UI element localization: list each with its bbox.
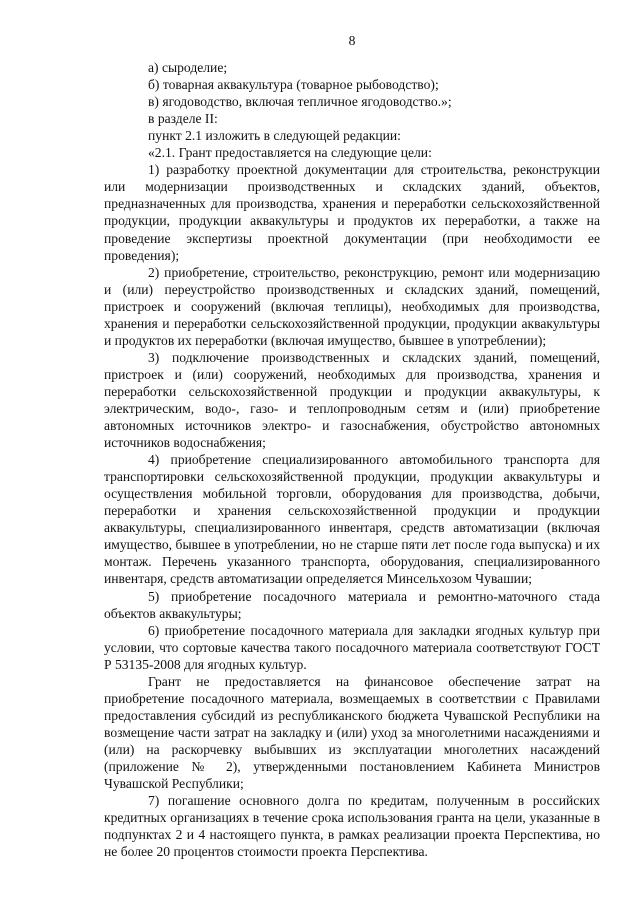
paragraph-section-ref: в разделе II: [148, 111, 218, 127]
paragraph-item-5: 5) приобретение посадочного материала и ремонтно-маточного стада объектов аквакультуры; [104, 588, 600, 621]
paragraph-item-4: 4) приобретение специализированного автомобильного транспорта для транспортировки сельскохозяйственной продукции, продукции аквакультуры и осуществления мобильной торговли, оборудования для производства, добычи, переработки и хранения сельскохозяйственной продукции и продукции аквакультуры, специализированного инвентаря, средств автоматизации (включая имущество, бывшее в употреблении, но не старше пяти лет после года выпуска) и их монтаж. Перечень указанного транспорта, оборудования, специализированного инвентаря, средств автоматизации определяется Минсельхозом Чувашии; [104, 452, 600, 587]
paragraph-list-item-b: б) товарная аквакультура (товарное рыбоводство); [148, 77, 439, 93]
paragraph-amendment-intro: пункт 2.1 изложить в следующей редакции: [148, 128, 401, 144]
paragraph-item-6: 6) приобретение посадочного материала для закладки ягодных культур при условии, что сортовые качества такого посадочного материала соответствуют ГОСТ Р 53135-2008 для ягодных культур. [104, 622, 600, 672]
paragraph-item-3: 3) подключение производственных и складских зданий, помещений, пристроек и (или) сооружений, необходимых для производства, хранения и переработки сельскохозяйственной продукции и продукции аквакультуры, к электрическим, водо-, газо- и теплопроводным сетям и (или) приобретение автономных источников электро- и газоснабжения, обустройство автономных источников водоснабжения; [104, 349, 600, 451]
paragraph-item-1: 1) разработку проектной документации для строительства, реконструкции или модернизации производственных и складских зданий, объектов, предназначенных для производства, хранения и переработки сельскохозяйственной продукции, продукции аквакультуры и продуктов их переработки, а также на проведение экспертизы проектной документации (при необходимости ее проведения); [104, 162, 600, 263]
paragraph-item-7: 7) погашение основного долга по кредитам, полученным в российских кредитных организациях в течение срока использования гранта на цели, указанные в подпунктах 2 и 4 настоящего пункта, в рамках реализации проекта Перспектива, но не более 20 процентов стоимости проекта Перспектива. [104, 793, 600, 860]
document-page [104, 32, 600, 860]
paragraph-grant-exclusion: Грант не предоставляется на финансовое обеспечение затрат на приобретение посадочного материала, возмещаемых в соответствии с Правилами предоставления субсидий из республиканского бюджета Чувашской Республики на возмещение части затрат на закладку и (или) уход за многолетними насаждениями и (или) на раскорчевку выбывших из эксплуатации многолетних насаждений (приложение № 2), утвержденными постановлением Кабинета Министров Чувашской Республики; [104, 673, 600, 792]
paragraph-list-item-a: а) сыроделие; [148, 60, 228, 76]
page-number: 8 [348, 33, 356, 48]
paragraph-list-item-v: в) ягодоводство, включая тепличное ягодоводство.»; [148, 94, 452, 110]
paragraph-clause-2-1: «2.1. Грант предоставляется на следующие цели: [148, 145, 432, 161]
paragraph-item-2: 2) приобретение, строительство, реконструкцию, ремонт или модернизацию и (или) переустройство производственных и складских зданий, помещений, пристроек и сооружений (включая теплицы), необходимых для производства, хранения и переработки сельскохозяйственной продукции, продукции аквакультуры и продуктов их переработки (включая имущество, бывшее в употреблении); [104, 264, 600, 348]
